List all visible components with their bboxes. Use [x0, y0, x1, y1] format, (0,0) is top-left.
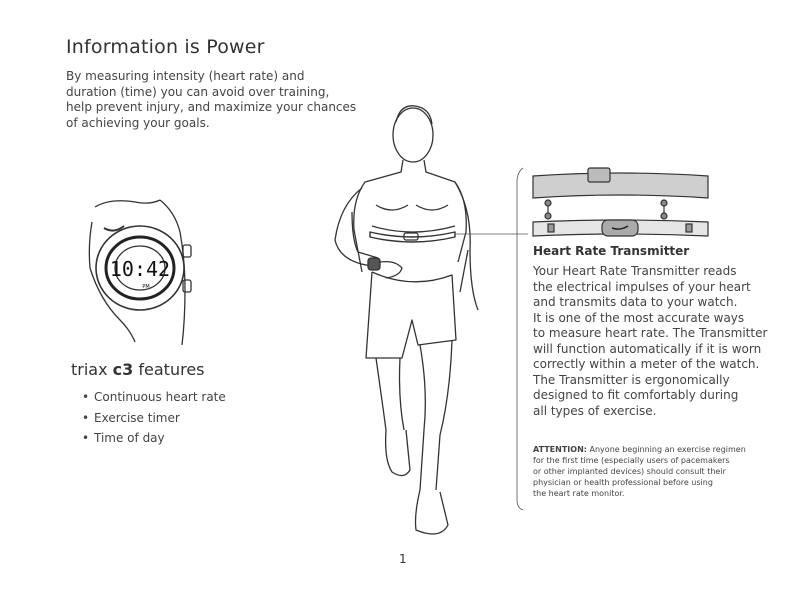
attention-line: physician or health professional before using [533, 478, 713, 487]
intro-line: of achieving your goals. [66, 116, 210, 131]
attention-text: Anyone beginning an exercise regimen [589, 445, 746, 454]
watch-illustration [89, 200, 191, 345]
intro-paragraph [66, 69, 357, 132]
transmitter-line: and transmits data to your watch. [533, 295, 738, 309]
features-list [82, 390, 226, 452]
attention-line [533, 444, 746, 455]
intro-line: help prevent injury, and maximize your chances [66, 100, 357, 115]
features-heading-suffix: features [138, 360, 205, 379]
intro-line: By measuring intensity (heart rate) and [66, 69, 305, 83]
transmitter-line: the electrical impulses of your heart [533, 279, 751, 294]
attention-label: ATTENTION: [533, 445, 587, 454]
transmitter-line: Your Heart Rate Transmitter reads [533, 264, 737, 278]
transmitter-illustration [533, 220, 708, 236]
transmitter-line: all types of exercise. [533, 403, 657, 418]
attention-note [533, 444, 746, 499]
transmitter-line: will function automatically if it is worn [533, 341, 762, 356]
transmitter-line: It is one of the most accurate ways [533, 310, 745, 325]
attention-line: or other implanted devices) should consult their [533, 467, 726, 476]
feature-item: • Continuous heart rate [82, 390, 226, 411]
transmitter-line: to measure heart rate. The Transmitter [533, 326, 768, 340]
features-heading-brand: triax [71, 360, 108, 379]
bracket-line [517, 168, 523, 510]
features-heading [71, 360, 205, 379]
watch-display-suffix: PM [142, 284, 150, 290]
transmitter-description [533, 264, 767, 419]
transmitter-line: designed to fit comfortably during [533, 388, 739, 402]
transmitter-line: The Transmitter is ergonomically [533, 372, 730, 387]
feature-item: • Time of day [82, 431, 226, 452]
watch-display-time: 10:42 [109, 257, 171, 281]
attention-line: the heart rate monitor. [533, 489, 625, 498]
intro-line: duration (time) you can avoid over training, [66, 84, 330, 99]
page-number: 1 [399, 552, 407, 566]
attention-line: for the first time (especially users of pacemakers [533, 456, 730, 465]
transmitter-line: correctly within a meter of the watch. [533, 357, 760, 371]
features-heading-model: c3 [112, 360, 134, 379]
runner-illustration [335, 106, 478, 534]
transmitter-heading: Heart Rate Transmitter [533, 244, 690, 258]
page-title: Information is Power [66, 36, 265, 58]
hrm-strap-illustration [533, 168, 708, 219]
feature-item: • Exercise timer [82, 411, 226, 432]
